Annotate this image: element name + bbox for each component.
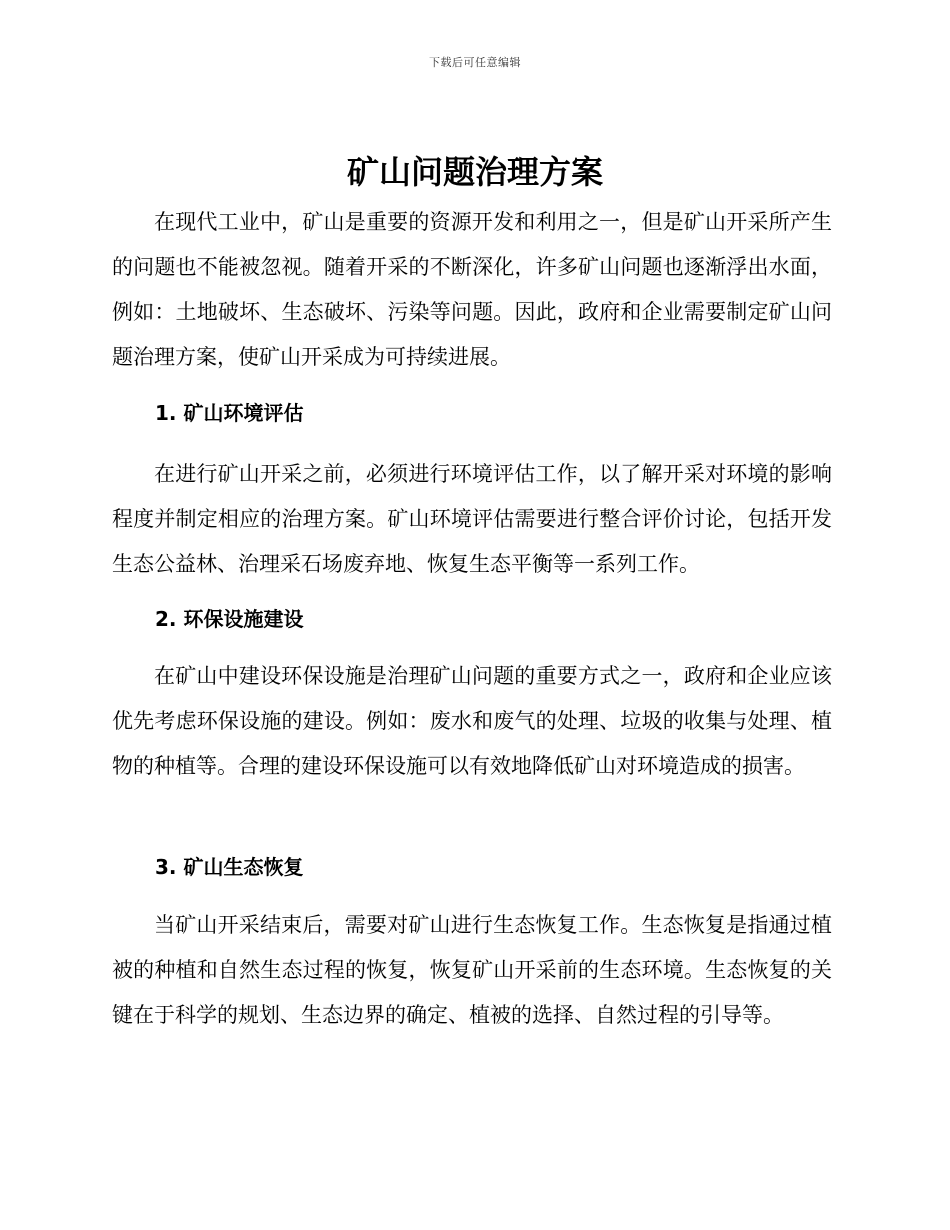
header-note: 下载后可任意编辑: [429, 56, 521, 69]
document-title: 矿山问题治理方案: [346, 153, 603, 191]
intro-paragraph: 在现代工业中，矿山是重要的资源开发和利用之一，但是矿山开采所产生的问题也不能被忽视。随着开采的不断深化，许多矿山问题也逐渐浮出水面，例如：土地破坏、生态破坏、污染等问题。因此，政府和企业需要制定矿山问题治理方案，使矿山开采成为可持续进展。: [112, 210, 832, 369]
section-heading-ecological-restoration: 3. 矿山生态恢复: [155, 855, 304, 879]
section-heading-environment-assessment: 1. 矿山环境评估: [155, 401, 304, 425]
section-heading-environmental-facilities: 2. 环保设施建设: [155, 607, 304, 631]
section-body-environment-assessment: 在进行矿山开采之前，必须进行环境评估工作，以了解开采对环境的影响程度并制定相应的治理方案。矿山环境评估需要进行整合评价讨论，包括开发生态公益林、治理采石场废弃地、恢复生态平衡等一系列工作。: [112, 462, 832, 576]
section-body-ecological-restoration: 当矿山开采结束后，需要对矿山进行生态恢复工作。生态恢复是指通过植被的种植和自然生态过程的恢复，恢复矿山开采前的生态环境。生态恢复的关键在于科学的规划、生态边界的确定、植被的选择、自然过程的引导等。: [112, 913, 832, 1027]
section-body-environmental-facilities: 在矿山中建设环保设施是治理矿山问题的重要方式之一，政府和企业应该优先考虑环保设施的建设。例如：废水和废气的处理、垃圾的收集与处理、植物的种植等。合理的建设环保设施可以有效地降低矿山对环境造成的损害。: [112, 664, 832, 778]
